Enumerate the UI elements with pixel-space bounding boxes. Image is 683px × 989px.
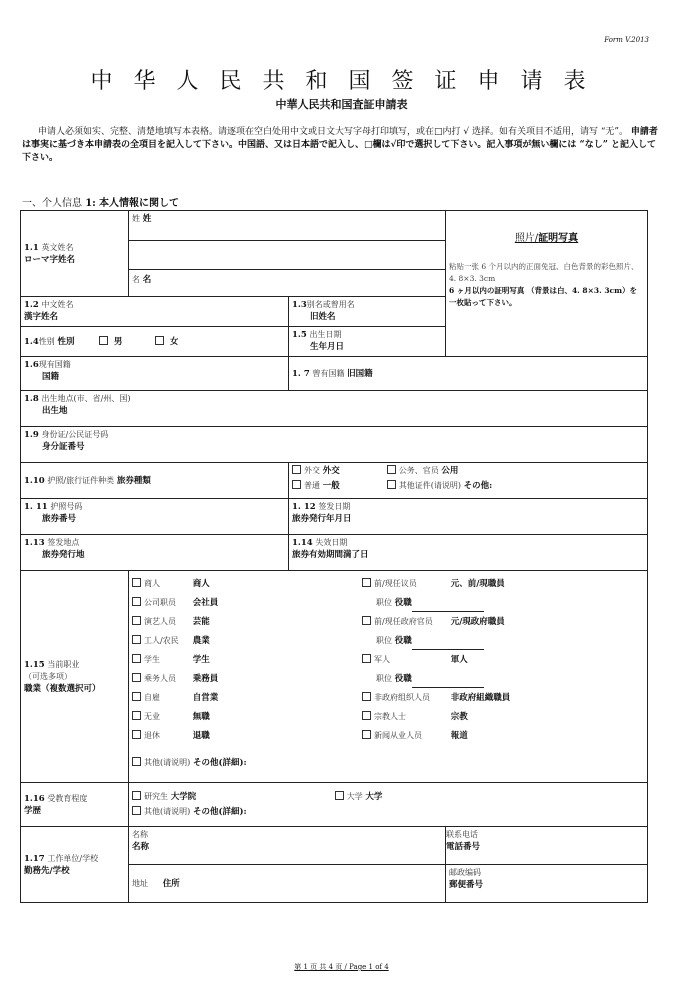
option-label: 学生	[144, 655, 160, 664]
gender-female-option[interactable]: 女	[155, 337, 178, 347]
surname-field[interactable]: 姓 姓	[129, 211, 446, 241]
occupation-option[interactable]	[362, 727, 632, 745]
option-label-jp: 元、前/現職員	[450, 579, 505, 589]
position-label: 职位	[376, 636, 392, 645]
option-label: 公司职员	[144, 598, 176, 607]
checkbox-icon	[99, 336, 108, 345]
option-label-jp: 芸能	[192, 617, 210, 627]
f1-11-passport-number[interactable]: 1. 11 护照号码 旅券番号	[21, 499, 289, 535]
employer-address-field[interactable]: 地址 住所	[129, 865, 446, 903]
occupation-option[interactable]	[132, 708, 362, 726]
occupation-other-option[interactable]: 其他(请说明) その他(詳細):	[132, 757, 644, 769]
checkbox-icon	[132, 730, 141, 739]
personal-info-table	[20, 210, 648, 903]
checkbox-icon	[132, 711, 141, 720]
occupation-option[interactable]	[132, 670, 362, 688]
checkbox-icon	[362, 578, 371, 587]
form-title: 中 华 人 民 共 和 国 签 证 申 请 表	[90, 69, 593, 94]
option-label-jp: 元/現政府職員	[450, 617, 505, 627]
occupation-option[interactable]	[362, 575, 632, 593]
position-label: 职位	[376, 598, 392, 607]
occupation-option[interactable]	[362, 708, 632, 726]
f1-16-education-label: 1.16 受教育程度 学歴	[21, 783, 129, 827]
occupation-option[interactable]	[132, 651, 362, 669]
given-name-field[interactable]: 名 名	[129, 241, 446, 297]
section-jp: 本人情報に関して	[99, 198, 180, 209]
f1-12-issue-date[interactable]: 1. 12 签发日期 旅券発行年月日	[289, 499, 648, 535]
section-num: 1:	[85, 198, 96, 209]
f1-2-chinese-name[interactable]: 1.2 中文姓名 漢字姓名	[21, 297, 289, 327]
option-label-jp: 無職	[192, 712, 210, 722]
photo-desc-jp: 6 ヶ月以内の証明写真 （背景は白、4. 8×3. 3cm）を一枚貼って下さい。	[449, 286, 638, 307]
f1-1-label: 1.1 英文姓名 ローマ字姓名	[21, 211, 129, 297]
f1-7-former-nationality[interactable]: 1. 7 曾有国籍 旧国籍	[289, 357, 648, 391]
option-label-jp: 商人	[192, 579, 210, 589]
checkbox-icon	[132, 791, 141, 800]
photo-title: 照片/証明写真	[514, 233, 579, 244]
position-input-line[interactable]	[412, 640, 484, 650]
checkbox-icon	[292, 465, 301, 474]
option-label: 工人/农民	[144, 636, 179, 645]
passport-ordinary-option[interactable]: 普通 一般	[292, 480, 384, 492]
occupation-option[interactable]	[362, 613, 632, 631]
checkbox-icon	[132, 635, 141, 644]
option-label: 退休	[144, 731, 160, 740]
f1-16-education-options	[129, 783, 648, 827]
photo-desc-cn: 粘贴一张 6 个月以内的正面免冠、白色背景的彩色照片、4. 8×3. 3cm	[449, 262, 639, 283]
occupation-option[interactable]	[362, 651, 632, 669]
option-label: 演艺人员	[144, 617, 176, 626]
form-subtitle: 中華人民共和国査証申請表	[275, 98, 408, 111]
instructions	[22, 126, 658, 165]
option-label-jp: 自営業	[192, 693, 219, 703]
f1-3-alias[interactable]: 1.3别名或曾用名 旧姓名	[289, 297, 446, 327]
occupation-position-field[interactable]	[362, 670, 632, 688]
option-label: 军人	[374, 655, 390, 664]
form-version: Form V.2013	[604, 36, 649, 44]
checkbox-icon	[292, 480, 301, 489]
passport-other-option[interactable]: 其他证件(请说明) その他:	[387, 480, 493, 492]
employer-name-field[interactable]: 名称 名称	[129, 827, 446, 865]
page-footer: 第 1 页 共 4 页 / Page 1 of 4	[294, 963, 389, 971]
option-label: 宗教人士	[374, 712, 406, 721]
checkbox-icon	[387, 480, 396, 489]
checkbox-icon	[132, 616, 141, 625]
f1-10-passport-type-label: 1.10 护照/旅行证件种类 旅券種類	[21, 463, 289, 499]
occupation-option[interactable]	[132, 632, 362, 650]
f1-17-employer-label: 1.17 工作单位/学校 勤務先/学校	[21, 827, 129, 903]
education-graduate-option[interactable]: 研究生 大学院	[132, 791, 332, 803]
f1-13-issue-place[interactable]: 1.13 签发地点 旅券発行地	[21, 535, 289, 571]
option-label: 乘务人员	[144, 674, 176, 683]
f1-9-id-number[interactable]: 1.9 身份证/公民证号码 身分証番号	[21, 427, 648, 463]
instructions-jp: 申請者は事実に基づき本申請表の全項目を記入して下さい。中国語、又は日本語で記入し、□欄は√印で選択して下さい。記入事項が無い欄には “なし” と記入して下さい。	[22, 127, 658, 163]
occupation-option[interactable]	[132, 594, 362, 612]
section-cn: 一、个人信息	[22, 198, 82, 209]
checkbox-icon	[362, 730, 371, 739]
option-label: 无业	[144, 712, 160, 721]
option-label: 前/现任议员	[374, 579, 417, 588]
checkbox-icon	[362, 654, 371, 663]
f1-10-passport-type-options	[289, 463, 648, 499]
position-label-jp: 役職	[394, 674, 412, 684]
option-label-jp: 会社員	[192, 598, 219, 608]
checkbox-icon	[335, 791, 344, 800]
employer-phone-field[interactable]: 联系电话 電話番号	[446, 827, 648, 865]
option-label: 自雇	[144, 693, 160, 702]
occupation-option[interactable]	[132, 689, 362, 707]
occupation-position-field[interactable]	[362, 632, 632, 650]
option-label-jp: 乗務員	[192, 674, 219, 684]
option-label: 前/现任政府官员	[374, 617, 433, 626]
position-input-line[interactable]	[412, 678, 484, 688]
section-heading	[22, 194, 179, 209]
checkbox-icon	[132, 692, 141, 701]
option-label-jp: 退職	[192, 731, 210, 741]
position-label-jp: 役職	[394, 636, 412, 646]
option-label-jp: 報道	[450, 731, 468, 741]
checkbox-icon	[132, 806, 141, 815]
position-input-line[interactable]	[412, 602, 484, 612]
option-label-jp: 農業	[192, 636, 210, 646]
f1-14-expiry-date[interactable]: 1.14 失效日期 旅券有効期間満了日	[289, 535, 648, 571]
checkbox-icon	[132, 673, 141, 682]
education-other-option[interactable]: 其他(请说明) その他(詳細):	[132, 806, 644, 818]
passport-official-option[interactable]: 公务、官员 公用	[387, 465, 459, 477]
occupation-position-field[interactable]	[362, 594, 632, 612]
option-label-jp: 軍人	[450, 655, 468, 665]
option-label-jp: 非政府組織職員	[450, 693, 511, 703]
f1-6-nationality[interactable]: 1.6现有国籍 国籍	[21, 357, 289, 391]
checkbox-icon	[362, 616, 371, 625]
f1-15-occupation-options	[129, 571, 648, 783]
option-label-jp: 学生	[192, 655, 210, 665]
checkbox-icon	[132, 757, 141, 766]
f1-8-birthplace[interactable]: 1.8 出生地点(市、省/州、国) 出生地	[21, 391, 648, 427]
option-label: 新闻从业人员	[374, 731, 422, 740]
f1-15-occupation-label: 1.15 当前职业 （可选多项） 職業（複数選択可）	[21, 571, 129, 783]
education-university-option[interactable]: 大学 大学	[335, 791, 383, 803]
position-label: 职位	[376, 674, 392, 683]
position-label-jp: 役職	[394, 598, 412, 608]
checkbox-icon	[387, 465, 396, 474]
occupation-option[interactable]	[132, 613, 362, 631]
f1-5-birth-date[interactable]: 1.5 出生日期 生年月日	[289, 327, 446, 357]
checkbox-icon	[362, 692, 371, 701]
checkbox-icon	[362, 711, 371, 720]
option-label-jp: 宗教	[450, 712, 468, 722]
occupation-option[interactable]	[132, 727, 362, 745]
option-label: 非政府组织人员	[374, 693, 430, 702]
occupation-option[interactable]	[362, 689, 632, 707]
instructions-cn: 申请人必须如实、完整、清楚地填写本表格。请逐项在空白处用中文或日文大写字母打印填写，或在□内打 √ 选择。如有关项目不适用，请写 “无”。	[38, 127, 629, 137]
occupation-option[interactable]	[132, 575, 362, 593]
gender-male-option[interactable]: 男	[99, 337, 122, 347]
employer-zip-field[interactable]: 邮政编码 郵便番号	[446, 865, 648, 903]
passport-diplomatic-option[interactable]: 外交 外交	[292, 465, 384, 477]
checkbox-icon	[155, 336, 164, 345]
checkbox-icon	[132, 578, 141, 587]
f1-4-gender: 1.4性别 性別 男 女	[21, 327, 289, 357]
option-label: 商人	[144, 579, 160, 588]
checkbox-icon	[132, 654, 141, 663]
photo-box[interactable]	[446, 211, 648, 357]
checkbox-icon	[132, 597, 141, 606]
